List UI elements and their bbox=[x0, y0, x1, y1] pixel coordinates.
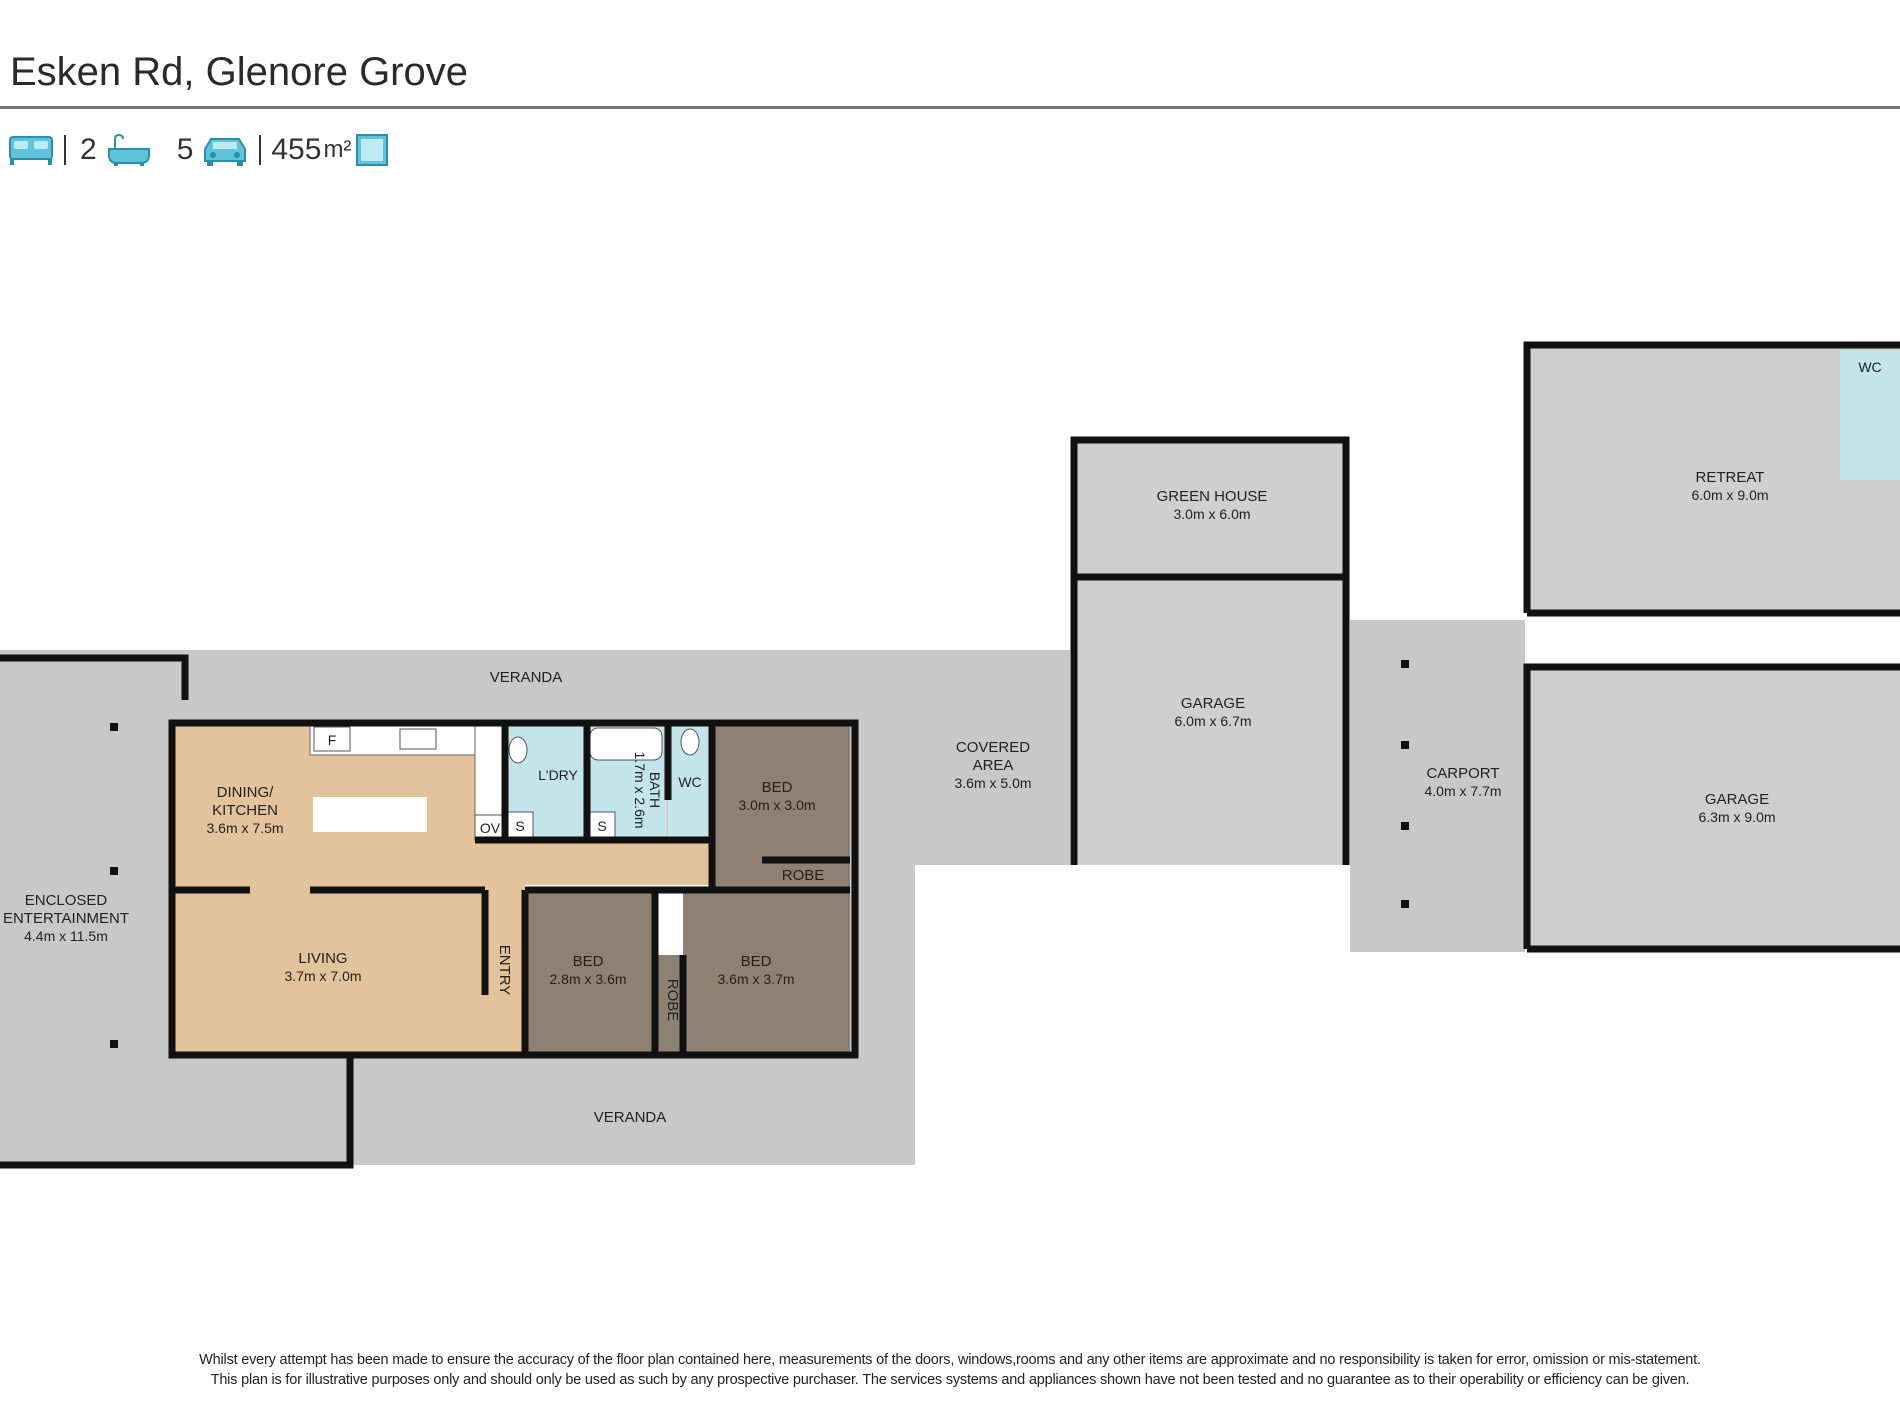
room-label: ENTERTAINMENT bbox=[2, 910, 130, 927]
room-label: 6.0m x 6.7m bbox=[1174, 713, 1252, 729]
room-label: BED bbox=[761, 779, 793, 796]
room-label: AREA bbox=[972, 757, 1014, 774]
room-label: 6.0m x 9.0m bbox=[1691, 487, 1769, 503]
room-label: BATH bbox=[647, 771, 663, 809]
room-label: ENTRY bbox=[496, 944, 513, 996]
plan-shape bbox=[1401, 900, 1409, 908]
room-label: 3.0m x 6.0m bbox=[1173, 506, 1251, 522]
area-unit: m² bbox=[323, 136, 352, 163]
room-label: 3.6m x 3.7m bbox=[717, 971, 795, 987]
room-label: 1.7m x 2.6m bbox=[632, 751, 648, 829]
disclaimer-line-2: This plan is for illustrative purposes only and should only be used as such by any prospective purchaser. The services systems and appliances shown have not been tested and no guarantee as to their operability or efficiency can be given. bbox=[210, 1372, 1690, 1388]
room-label: BED bbox=[740, 953, 772, 970]
room-label: RETREAT bbox=[1695, 469, 1765, 486]
plan-shape bbox=[1401, 660, 1409, 668]
room-label: BED bbox=[572, 953, 604, 970]
toilet-house bbox=[681, 729, 699, 755]
plan-shape bbox=[1401, 741, 1409, 749]
veranda-side-area bbox=[850, 725, 915, 1055]
room-label: GARAGE bbox=[1704, 791, 1770, 808]
room-label: COVERED bbox=[955, 739, 1031, 756]
room-label: OV bbox=[479, 820, 501, 836]
room-label: WC bbox=[1858, 359, 1882, 375]
garage2-floor bbox=[1527, 667, 1900, 949]
room-label: 4.4m x 11.5m bbox=[24, 928, 108, 944]
kitchen-island bbox=[313, 797, 427, 832]
room-label: VERANDA bbox=[489, 669, 563, 686]
room-label: S bbox=[515, 818, 525, 834]
plan-shape bbox=[110, 1040, 118, 1048]
room-label: WC bbox=[678, 774, 702, 790]
kitchen-sink bbox=[400, 729, 436, 749]
room-label: ROBE bbox=[781, 867, 825, 884]
room-label: 6.3m x 9.0m bbox=[1698, 809, 1776, 825]
disclaimer-line-1: Whilst every attempt has been made to ensure the accuracy of the floor plan contained here, measurements of the doors, windows,rooms and any other items are approximate and no responsibility is taken for error, omission or mis-statement. bbox=[199, 1352, 1701, 1368]
room-label: LIVING bbox=[298, 950, 348, 967]
room-label: S bbox=[597, 818, 607, 834]
laundry-tub bbox=[509, 737, 527, 763]
room-label: CARPORT bbox=[1426, 765, 1500, 782]
room-label: 3.6m x 5.0m bbox=[954, 775, 1032, 791]
room-label: 3.0m x 3.0m bbox=[738, 797, 816, 813]
room-label: ENCLOSED bbox=[24, 892, 108, 909]
room-label: 2.8m x 3.6m bbox=[549, 971, 627, 987]
plan-shape bbox=[1401, 822, 1409, 830]
veranda-top-area bbox=[185, 650, 915, 725]
plan-shape bbox=[110, 867, 118, 875]
bathtub bbox=[590, 728, 662, 760]
room-label: F bbox=[327, 732, 337, 748]
room-label: ROBE bbox=[664, 978, 681, 1022]
room-label: GREEN HOUSE bbox=[1156, 488, 1268, 505]
veranda-bottom-area bbox=[185, 1055, 915, 1165]
room-label: 3.7m x 7.0m bbox=[284, 968, 362, 984]
room-label: 3.6m x 7.5m bbox=[206, 820, 284, 836]
car-count: 5 bbox=[176, 133, 194, 166]
plan-shape bbox=[110, 723, 118, 731]
property-address-title: Esken Rd, Glenore Grove bbox=[10, 50, 468, 94]
room-label: 4.0m x 7.7m bbox=[1424, 783, 1502, 799]
bathroom-count: 2 bbox=[80, 133, 97, 166]
room-label: L'DRY bbox=[538, 767, 578, 783]
room-label: GARAGE bbox=[1180, 695, 1246, 712]
room-label: DINING/ bbox=[216, 784, 274, 801]
room-label: KITCHEN bbox=[212, 802, 278, 819]
area-value: 455 bbox=[271, 133, 322, 166]
room-label: VERANDA bbox=[593, 1109, 667, 1126]
